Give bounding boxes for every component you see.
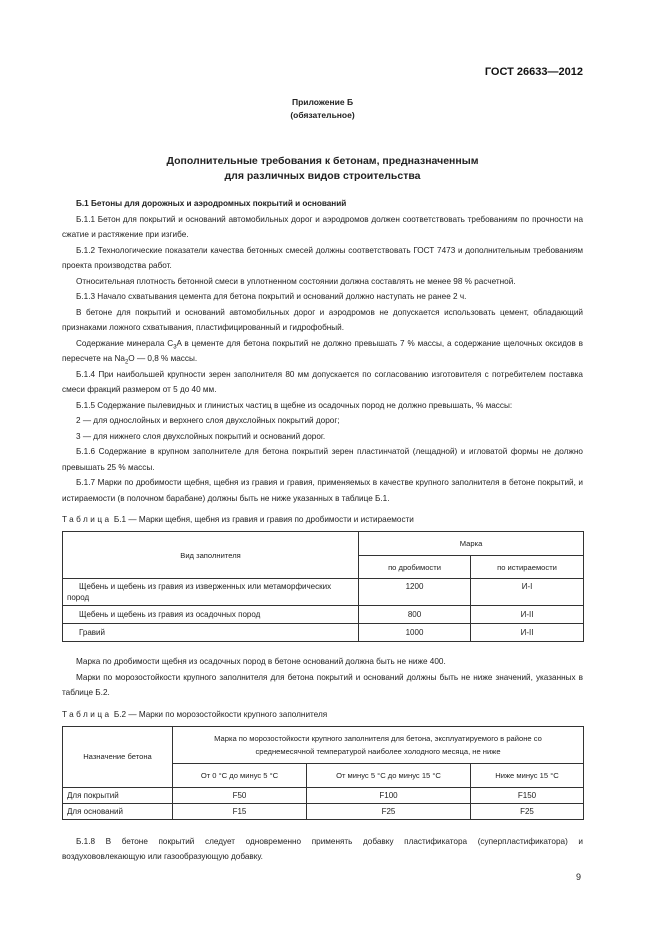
paragraph: Марки по морозостойкости крупного заполнителя для бетона покрытий и оснований должны быть не ниже значений, указанных в таблице Б.2. xyxy=(62,672,583,697)
section-heading: Б.1 Бетоны для дорожных и аэродромных покрытий и оснований xyxy=(76,199,347,208)
header-cell: От 0 °С до минус 5 °С xyxy=(173,763,307,787)
table2-caption xyxy=(62,709,583,721)
cell: F50 xyxy=(173,787,307,803)
annex-status: (обязательное) xyxy=(290,110,355,120)
header-cell: по истираемости xyxy=(471,556,584,579)
cell: F150 xyxy=(471,787,584,803)
table1-caption xyxy=(62,514,583,526)
subscript: 2 xyxy=(124,359,129,366)
table-row xyxy=(63,787,584,803)
cell: 1200 xyxy=(359,579,471,606)
cell: 1000 xyxy=(359,624,471,642)
header-cell: Марка xyxy=(359,532,584,556)
table-label: Таблица xyxy=(62,709,112,719)
header-cell: Ниже минус 15 °С xyxy=(471,763,584,787)
cell: И-I xyxy=(471,579,584,606)
cell: F15 xyxy=(173,803,307,819)
list-item: 3 — для нижнего слоя двухслойных покрытий и оснований дорог. xyxy=(76,431,326,441)
standard-number: ГОСТ 26633—2012 xyxy=(484,66,583,78)
paragraph: Б.1.6 Содержание в крупном заполнителе для бетона покрытий зерен пластинчатой (лещадной) и игловатой формы не должно превышать 25 % массы. xyxy=(62,447,583,472)
paragraph: Б.1.3 Начало схватывания цемента для бетона покрытий и оснований должно наступать не ранее 2 ч. xyxy=(76,292,467,301)
paragraph: Б.1.8 В бетоне покрытий следует одновременно применять добавку пластификатора (суперпластификатора) и воздухововлекающую или газообразующую добавку. xyxy=(62,836,583,861)
table-row xyxy=(63,579,584,606)
cell: 800 xyxy=(359,606,471,624)
list-item: 2 — для однослойных и верхнего слоя двухслойных покрытий дорог; xyxy=(76,416,340,425)
paragraph-c3a xyxy=(62,336,583,367)
caption-text: Б.2 — Марки по морозостойкости крупного заполнителя xyxy=(113,709,328,719)
table-label: Таблица xyxy=(62,515,112,524)
subscript: 3 xyxy=(173,344,177,351)
document-title xyxy=(62,154,583,184)
paragraph: В бетоне для покрытий и оснований автомобильных дорог и аэродромов не допускается использовать цемент, обладающий признаками ложного схватывания, пластифицированный и гидрофобный. xyxy=(62,307,583,332)
paragraph: Б.1.4 При наибольшей крупности зерен заполнителя 80 мм допускается по согласованию изготовителя с потребителем поставка смеси фракций размером от 5 до 40 мм. xyxy=(62,369,583,394)
header-cell: Назначение бетона xyxy=(63,726,173,787)
paragraph: Относительная плотность бетонной смеси в уплотненном состоянии должна составлять не менее 98 % расчетной. xyxy=(76,276,516,286)
header-cell: От минус 5 °С до минус 15 °С xyxy=(307,763,471,787)
header-cell: Вид заполнителя xyxy=(63,532,359,579)
table-b1 xyxy=(62,531,584,642)
paragraph: Б.1.1 Бетон для покрытий и оснований автомобильных дорог и аэродромов должен соответствовать требованиям по прочности на сжатие и растяжение при изгибе. xyxy=(62,214,583,239)
header-cell: Марка по морозостойкости крупного заполнителя для бетона, эксплуатируемого в районе со среднемесячной температурой наиболее холодного месяца, не ниже xyxy=(173,726,584,763)
title-line-2: для различных видов строительства xyxy=(224,170,421,182)
cell: Гравий xyxy=(63,624,359,642)
paragraph: Б.1.5 Содержание пылевидных и глинистых частиц в щебне из осадочных пород не должно превышать, % массы: xyxy=(76,400,513,410)
page xyxy=(62,0,583,883)
text: O — 0,8 % массы. xyxy=(128,354,198,363)
table-row xyxy=(63,624,584,642)
cell: Щебень и щебень из гравия из осадочных пород xyxy=(63,606,359,624)
table-b2 xyxy=(62,726,584,820)
title-line-1: Дополнительные требования к бетонам, предназначенным xyxy=(166,155,479,167)
table-row xyxy=(63,606,584,624)
cell: F25 xyxy=(307,803,471,819)
between-text xyxy=(62,654,583,701)
text: Содержание минерала C xyxy=(76,338,174,348)
text: A в цементе для бетона покрытий не должно превышать 7 % массы, а содержание щелочных оксидов в пересчете на Na xyxy=(62,338,583,363)
cell: Для покрытий xyxy=(63,787,173,803)
final-text xyxy=(62,834,583,865)
paragraph: Марка по дробимости щебня из осадочных пород в бетоне оснований должна быть не ниже 400. xyxy=(76,657,446,666)
cell: Щебень и щебень из гравия из изверженных или метаморфических пород xyxy=(63,579,359,606)
paragraph: Б.1.7 Марки по дробимости щебня, щебня из гравия и гравия, применяемых в качестве крупного заполнителя в бетоне покрытий, и истираемости (в полочном барабане) должны быть не ниже указанных в таблице Б.1. xyxy=(62,478,583,503)
section-b1 xyxy=(62,196,583,506)
paragraph: Б.1.2 Технологические показатели качества бетонных смесей должны соответствовать ГОСТ 7473 и дополнительным требованиям проекта производства работ. xyxy=(62,245,583,270)
cell: F100 xyxy=(307,787,471,803)
page-number: 9 xyxy=(575,871,581,882)
caption-text: Б.1 — Марки щебня, щебня из гравия и гравия по дробимости и истираемости xyxy=(113,515,414,524)
cell: Для оснований xyxy=(63,803,173,819)
annex-title: Приложение Б xyxy=(291,97,354,107)
header-cell: по дробимости xyxy=(359,556,471,579)
cell: F25 xyxy=(471,803,584,819)
cell: И-II xyxy=(471,624,584,642)
annex-heading xyxy=(62,96,583,122)
cell: И-II xyxy=(471,606,584,624)
table-row xyxy=(63,803,584,819)
